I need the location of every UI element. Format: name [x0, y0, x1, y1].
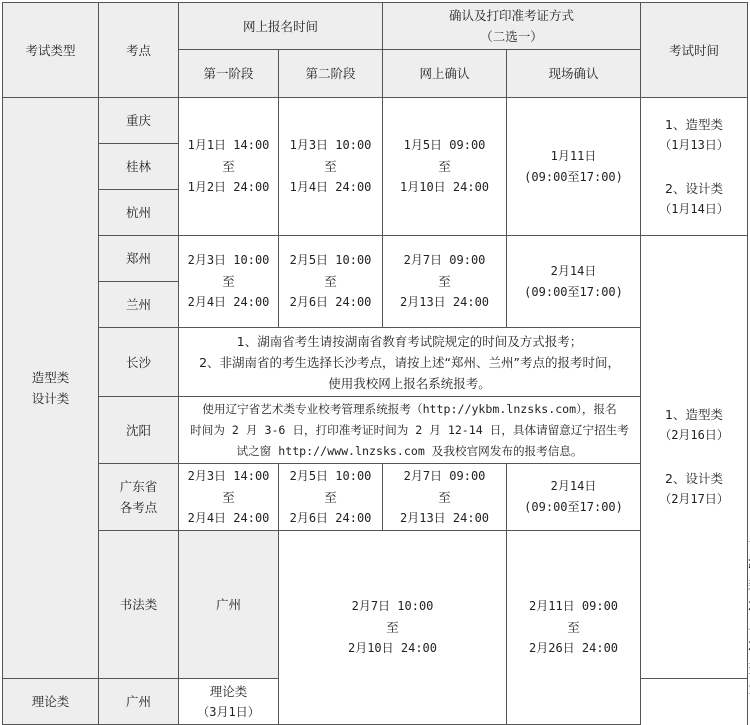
time-start: 1月5日 09:00: [403, 138, 486, 152]
changsha-note-3: 使用我校网上报名系统报考。: [328, 375, 491, 391]
venue-guangdong-line2: 各考点: [119, 500, 158, 515]
time-end: 1月10日 24:00: [400, 180, 490, 194]
confirm-method-note: （二选一）: [480, 29, 543, 44]
venue-guangdong: [99, 464, 179, 531]
time-end: 2月4日 24:00: [187, 510, 270, 525]
confirm-method-title: 确认及打印准考证方式: [449, 8, 575, 23]
group2-onsite-confirm-time: [507, 236, 641, 328]
group1-onsite-confirm-time: [507, 98, 641, 236]
group1-stage2-time: [279, 98, 383, 236]
guangdong-stage1-time: [179, 464, 279, 531]
header-online-registration: 网上报名时间: [179, 3, 383, 50]
time-to: 至: [324, 274, 337, 289]
shenyang-note-3: 试之窗 http://www.lnzsks.com 及我校官网发布的报考信息。: [236, 443, 583, 458]
group1-online-confirm-time: [383, 98, 507, 236]
venue-shenyang: 沈阳: [99, 397, 179, 464]
time-to: 至: [324, 159, 337, 174]
shenyang-note-1: 使用辽宁省艺术类专业校考管理系统报考（http://ykbm.lnzsks.com），报名: [202, 401, 617, 416]
shenyang-notes: [179, 397, 641, 464]
time-end: 2月6日 24:00: [289, 295, 372, 309]
onsite-hours: (09:00至17:00): [524, 169, 623, 184]
group3-registration-time: [279, 531, 507, 725]
header-venue: 考点: [99, 3, 179, 98]
exam-art-design-date: （2月17日）: [659, 492, 729, 506]
time-start: 2月5日 10:00: [289, 468, 372, 483]
time-end: 1月2日 24:00: [187, 180, 270, 194]
changsha-note-1: 1、湖南省考生请按湖南省教育考试院规定的时间及方式报考；: [236, 333, 583, 349]
venue-lanzhou: 兰州: [99, 282, 179, 328]
header-confirm-method: [383, 3, 641, 50]
time-end: 2月26日 24:00: [529, 641, 619, 655]
time-end: 2月6日 24:00: [289, 510, 372, 525]
exam-design: 1、造型类: [665, 407, 723, 422]
venue-guilin: 桂林: [99, 144, 179, 190]
header-onsite-confirm: 现场确认: [507, 50, 641, 98]
time-start: 2月7日 09:00: [403, 468, 486, 483]
time-start: 2月7日 09:00: [403, 253, 486, 267]
venue-guangzhou-theory: 广州: [99, 679, 179, 725]
time-to: 至: [222, 489, 235, 505]
exam-type-calligraphy: 书法类: [99, 531, 179, 679]
guangdong-onsite-confirm-time: [507, 464, 641, 531]
group2-stage1-time: [179, 236, 279, 328]
exam-art-design: 2、设计类: [665, 180, 723, 196]
header-online-confirm: 网上确认: [383, 50, 507, 98]
exam-design-date: （2月16日）: [659, 428, 729, 442]
exam-design: 1、造型类: [665, 116, 723, 132]
time-end: 2月13日 24:00: [400, 510, 490, 525]
time-to: 至: [222, 274, 235, 289]
onsite-date: 1月11日: [550, 148, 597, 163]
time-to: 至: [222, 159, 235, 174]
changsha-notes: [179, 328, 641, 397]
time-to: 至: [567, 620, 580, 635]
venue-hangzhou: 杭州: [99, 190, 179, 236]
header-stage-1: 第一阶段: [179, 50, 279, 98]
exam-art-design-date: （1月14日）: [659, 201, 729, 216]
onsite-hours: (09:00至17:00): [524, 284, 623, 299]
venue-guangzhou-calligraphy: 广州: [179, 531, 279, 679]
exam-type-design-line1: 造型类: [31, 370, 70, 385]
onsite-date: 2月14日: [550, 263, 597, 278]
time-start: 2月11日 09:00: [529, 599, 619, 613]
header-exam-time: 考试时间: [641, 3, 748, 98]
exam-art-design: 2、设计类: [665, 471, 723, 486]
time-end: 2月10日 24:00: [347, 641, 438, 655]
theory-exam-date: （3月1日）: [197, 704, 260, 719]
time-start: 2月5日 10:00: [289, 253, 372, 267]
exam-design-date: （1月13日）: [659, 137, 729, 152]
exam-schedule-table: [2, 2, 748, 725]
time-to: 至: [438, 159, 451, 174]
exam-type-design-line2: 设计类: [31, 391, 70, 406]
time-start: 2月7日 10:00: [351, 599, 434, 613]
exam-type-design: [3, 98, 99, 679]
header-exam-type: 考试类型: [3, 3, 99, 98]
group2-online-confirm-time: [383, 236, 507, 328]
group2-stage2-time: [279, 236, 383, 328]
exam-type-theory: 理论类: [3, 679, 99, 725]
time-start: 2月3日 10:00: [187, 253, 270, 267]
time-end: 2月4日 24:00: [187, 295, 270, 309]
time-to: 至: [438, 489, 451, 505]
onsite-date: 2月14日: [550, 479, 597, 493]
guangdong-stage2-time: [279, 464, 383, 531]
theory-exam-time: [179, 679, 279, 725]
time-end: 1月4日 24:00: [289, 180, 372, 194]
time-end: 2月13日 24:00: [400, 295, 490, 309]
time-start: 1月3日 10:00: [289, 138, 372, 152]
time-to: 至: [438, 274, 451, 289]
venue-zhengzhou: 郑州: [99, 236, 179, 282]
group2-exam-time: [641, 236, 748, 679]
guangdong-online-confirm-time: [383, 464, 507, 531]
time-to: 至: [386, 620, 399, 635]
time-to: 至: [324, 489, 337, 505]
time-start: 2月3日 14:00: [187, 468, 270, 483]
venue-chongqing: 重庆: [99, 98, 179, 144]
changsha-note-2: 2、非湖南省的考生选择长沙考点，请按上述“郑州、兰州”考点的报考时间，: [199, 354, 620, 370]
venue-changsha: 长沙: [99, 328, 179, 397]
time-start: 1月1日 14:00: [187, 138, 270, 152]
group3-online-confirm-time: [507, 531, 641, 725]
venue-guangdong-line1: 广东省: [119, 479, 158, 494]
group1-exam-time: [641, 98, 748, 236]
theory-exam-label: 理论类: [209, 683, 248, 699]
group1-stage1-time: [179, 98, 279, 236]
header-stage-2: 第二阶段: [279, 50, 383, 98]
onsite-hours: (09:00至17:00): [524, 500, 623, 514]
shenyang-note-2: 时间为 2 月 3-6 日，打印准考证时间为 2 月 12-14 日，具体请留意辽宁招生考: [190, 422, 629, 437]
